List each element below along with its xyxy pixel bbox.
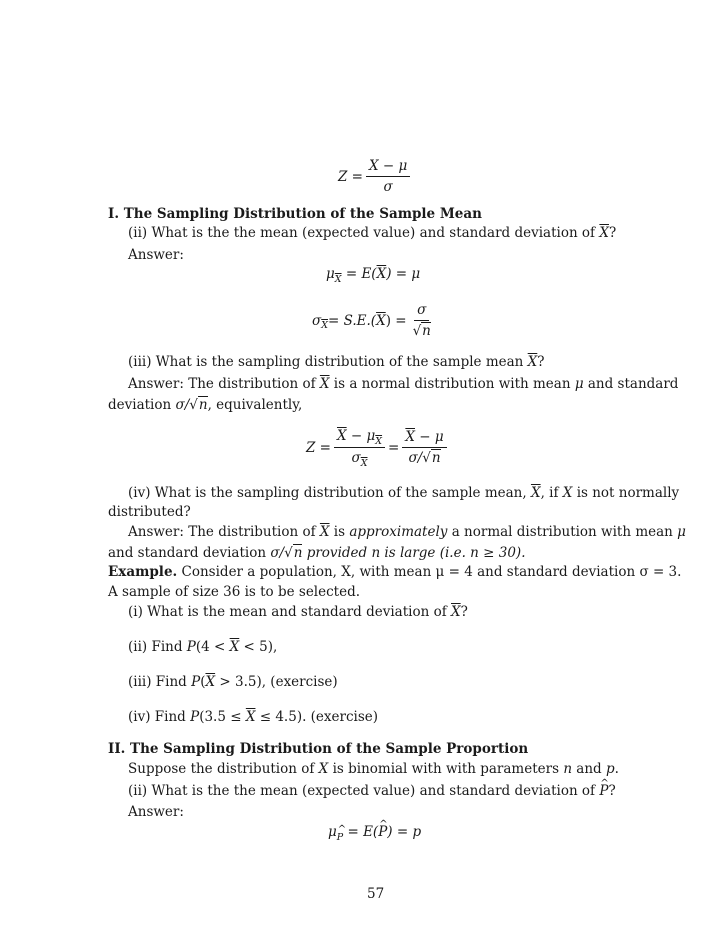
answer-iv-line1 — [128, 524, 686, 541]
question-ii-prop-end: ? — [608, 783, 616, 799]
eq-z2-num1-x: $\overline{X}$ — [336, 428, 347, 444]
eq-p-lhs: μ — [328, 824, 337, 840]
answer-iii-mu: μ — [574, 376, 584, 392]
eq-mu-sub: X — [334, 274, 342, 285]
answer-iii-a: Answer: The distribution of — [128, 376, 320, 392]
answer-iv-sigma: σ/√ — [270, 545, 293, 561]
question-iv-a: (iv) What is the sampling distribution of the sample mean, — [128, 485, 531, 501]
eq-z2-num1-rest: − μ — [346, 428, 376, 444]
eq-sigma-sub: $\overline{X}$ — [321, 319, 328, 331]
binomial-statement — [128, 761, 619, 778]
eq-z2-den1 — [349, 448, 371, 468]
answer-iv-a: Answer: The distribution of — [128, 524, 320, 540]
answer-iii-line1 — [128, 376, 678, 393]
eq-z2-num2 — [402, 429, 446, 448]
eq-z2-num2-rest: − μ — [414, 429, 444, 445]
answer-iv-x: $\overline{X}$ — [319, 524, 330, 540]
example-iii-p: P — [191, 674, 201, 690]
question-iii-end: ? — [537, 354, 545, 370]
example-iii-c: > 3.5), (exercise) — [215, 674, 338, 690]
question-iv-line1 — [128, 485, 679, 502]
answer-iv-b: is — [329, 524, 350, 540]
example-item-iv — [128, 709, 378, 726]
eq-mu-symbol: μ — [326, 266, 335, 282]
eq-sigma-mid-x: $\overline{X}$ — [376, 312, 386, 329]
binomial-c: and — [572, 761, 606, 777]
example-item-i — [128, 604, 468, 621]
answer-iii-sigma: σ/√ — [175, 397, 198, 413]
example-item-ii — [128, 639, 277, 656]
eq-sigma-mid-a: = S.E.( — [327, 312, 377, 329]
question-iii — [128, 354, 545, 371]
example-text-1: Consider a population, X, with mean μ = 4 and standard deviation σ = 3. — [177, 564, 682, 580]
eq-sigma-den — [410, 321, 434, 340]
question-iv-c: is not normally — [572, 485, 680, 501]
example-i-a: (i) What is the mean and standard deviation of — [128, 604, 451, 620]
example-iv-b: (3.5 ≤ — [199, 709, 246, 725]
eq-z-lhs: Z = — [338, 168, 363, 185]
eq-p-var: ^ P — [378, 824, 387, 841]
answer-iii-l2a: deviation — [108, 397, 176, 413]
eq-z2-num1-sub: X — [375, 436, 383, 447]
question-iv-x: $\overline{X}$ — [530, 485, 541, 501]
answer-iv-n: n — [293, 545, 303, 561]
eq-sigma-lhs: σ — [312, 312, 322, 329]
eq-mu-rhs-a: = E( — [341, 266, 377, 282]
example-ii-c: < 5), — [239, 639, 278, 655]
eq-z2-equals: = — [388, 439, 400, 456]
question-iii-var: $\overline{X}$ — [527, 354, 538, 370]
eq-mu-rhs-x: $\overline{X}$ — [376, 266, 387, 282]
question-ii-mean — [128, 225, 616, 242]
binomial-n: n — [563, 761, 573, 777]
question-iv-X: X — [562, 485, 573, 501]
example-label: Example. — [108, 564, 178, 580]
example-iii-a: (iii) Find — [128, 674, 192, 690]
eq-z2-frac2 — [402, 429, 446, 467]
equation-sigma-xbar — [312, 302, 437, 340]
eq-sigma-mid-b: ) = — [385, 312, 407, 329]
example-ii-x: $\overline{X}$ — [229, 639, 240, 655]
eq-z2-num2-x: $\overline{X}$ — [405, 429, 415, 445]
section-1-title: I. The Sampling Distribution of the Sample Mean — [108, 206, 482, 222]
binomial-p: p — [605, 761, 615, 777]
question-ii-proportion — [128, 783, 616, 800]
example-i-x: $\overline{X}$ — [451, 604, 461, 620]
answer-iii-c: and standard — [583, 376, 679, 392]
eq-z2-num1 — [334, 428, 385, 448]
question-ii-var: $\overline{X}$ — [599, 225, 609, 241]
answer-iii-n: n — [198, 397, 208, 413]
equation-z-xbar — [306, 428, 450, 468]
question-ii-text: (ii) What is the the mean (expected value) and standard deviation of — [128, 225, 600, 241]
eq-z-fraction — [366, 158, 410, 196]
example-iv-x: $\overline{X}$ — [245, 709, 256, 725]
eq-sigma-fraction — [410, 302, 434, 340]
example-item-iii — [128, 674, 338, 691]
question-iii-text: (iii) What is the sampling distribution of the sample mean — [128, 354, 528, 370]
eq-z2-den2-sigma: σ/√ — [408, 450, 431, 466]
binomial-b: is binomial with with parameters — [328, 761, 564, 777]
equation-z-standard — [338, 158, 413, 196]
question-ii-end: ? — [608, 225, 617, 241]
answer-iv-mu: μ — [677, 524, 686, 540]
eq-p-a: = E( — [343, 824, 379, 840]
eq-sigma-num: σ — [414, 302, 429, 321]
equation-mu-phat — [328, 824, 421, 842]
example-iv-a: (iv) Find — [128, 709, 191, 725]
question-iv-line2: distributed? — [108, 504, 191, 520]
eq-mu-rhs-b: ) = μ — [386, 266, 421, 282]
eq-p-b: ) = p — [387, 824, 422, 840]
answer-iii-b: is a normal distribution with mean — [329, 376, 575, 392]
question-ii-prop-var: ^ P — [599, 783, 608, 800]
eq-z2-frac1 — [334, 428, 385, 468]
eq-z2-lhs: Z = — [306, 439, 331, 456]
answer-iii-l2b: , equivalently, — [207, 397, 303, 413]
eq-z2-den1-sigma: σ — [351, 450, 361, 466]
example-iii-x: $\overline{X}$ — [205, 674, 216, 690]
example-ii-b: (4 < — [195, 639, 230, 655]
answer-iv-line2 — [108, 545, 525, 562]
binomial-a: Suppose the distribution of — [128, 761, 319, 777]
answer-iv-c: a normal distribution with mean — [447, 524, 678, 540]
answer-iii-x: $\overline{X}$ — [319, 376, 330, 392]
eq-z2-den2 — [405, 448, 443, 467]
binomial-d: . — [614, 761, 619, 777]
answer-iv-approx: approximately — [349, 524, 448, 540]
example-iii-b: ( — [200, 674, 206, 690]
eq-sigma-root: √ — [412, 323, 422, 339]
example-line2: A sample of size 36 is to be selected. — [108, 584, 361, 600]
example-iv-p: P — [190, 709, 200, 725]
answer-label-2: Answer: — [128, 804, 184, 820]
eq-sigma-den-var: n — [422, 323, 431, 339]
example-line1 — [108, 564, 681, 581]
binomial-x: X — [318, 761, 329, 777]
answer-iii-line2 — [108, 397, 302, 414]
question-iv-b: , if — [540, 485, 563, 501]
page-number: 57 — [367, 886, 385, 902]
answer-iv-l2a: and standard deviation — [108, 545, 271, 561]
question-ii-prop-text: (ii) What is the the mean (expected value) and standard deviation of — [128, 783, 600, 799]
example-ii-a: (ii) Find — [128, 639, 187, 655]
eq-z-numerator: X − μ — [366, 158, 410, 177]
example-ii-p: P — [186, 639, 196, 655]
answer-iv-l2b: provided n is large (i.e. n ≥ 30). — [302, 545, 526, 561]
eq-p-sub: ^ P — [337, 829, 343, 846]
example-i-b: ? — [460, 604, 468, 620]
eq-z2-den1-sub: X — [360, 458, 368, 469]
example-iv-c: ≤ 4.5). (exercise) — [255, 709, 379, 725]
equation-mu-xbar — [326, 266, 420, 284]
section-2-title: II. The Sampling Distribution of the Sample Proportion — [108, 741, 529, 757]
eq-z-denominator: σ — [383, 179, 393, 195]
eq-z2-den2-n: n — [431, 450, 441, 466]
answer-label-1: Answer: — [128, 247, 184, 263]
